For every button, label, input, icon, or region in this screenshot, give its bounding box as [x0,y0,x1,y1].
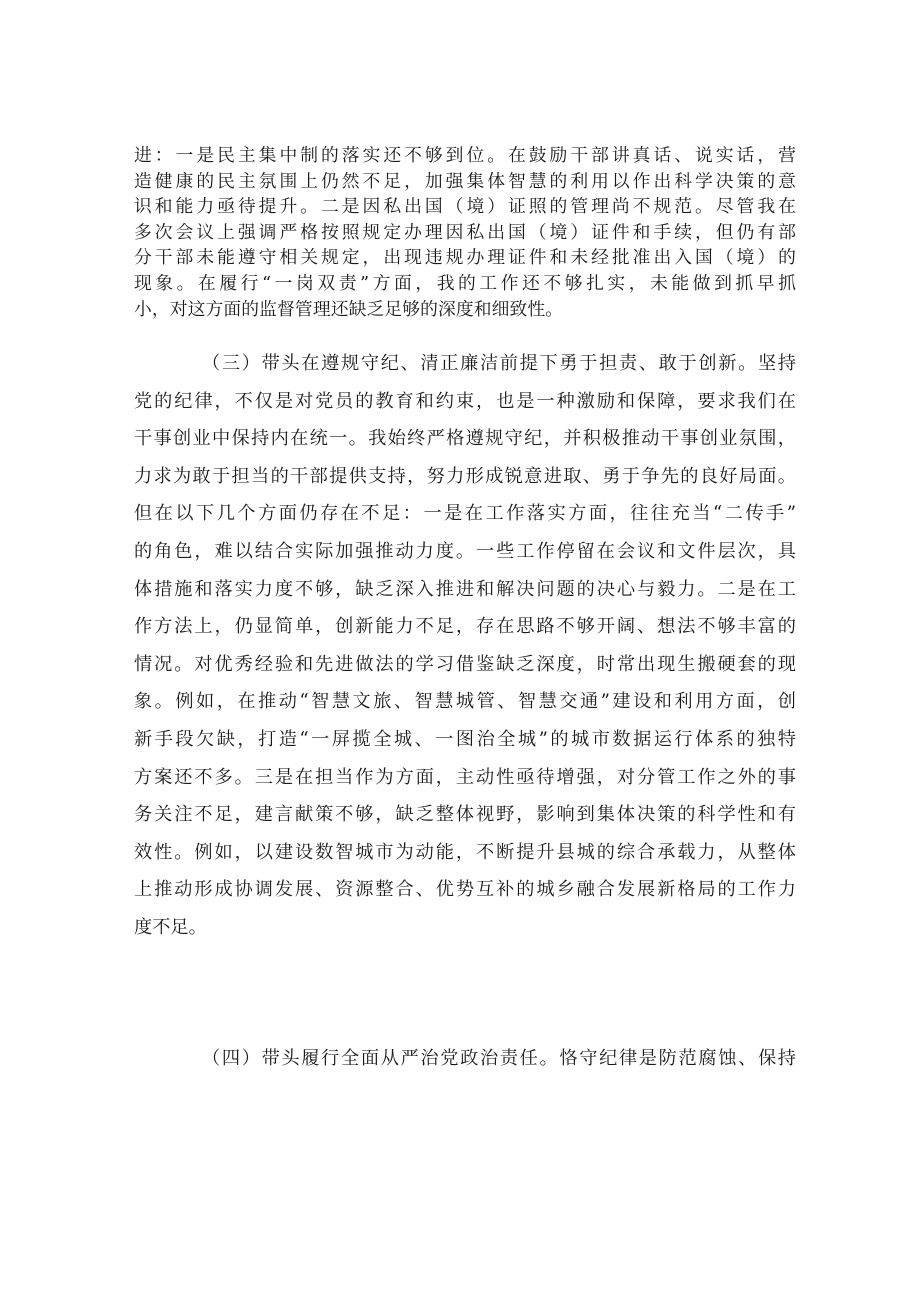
text-line: 度不足。 [134,916,207,938]
paragraph-1 [134,143,796,322]
text-line: 务关注不足，建言献策不够，缺乏整体视野，影响到集体决策的科学性和有 [134,804,796,826]
text-line: 力求为敢于担当的干部提供支持，努力形成锐意进取、勇于争先的良好局面。 [134,465,796,487]
text-line: 的角色，难以结合实际加强推动力度。一些工作停留在会议和文件层次，具 [134,540,796,562]
text-line: 效性。例如，以建设数智城市为动能，不断提升县城的综合承载力，从整体 [134,841,796,863]
paragraph-2 [134,345,796,947]
section-heading-line: （四）带头履行全面从严治党政治责任。恪守纪律是防范腐蚀、保持 [202,1048,796,1069]
text-line: 上推动形成协调发展、资源整合、优势互补的城乡融合发展新格局的工作力 [134,879,796,901]
text-line: 体措施和落实力度不够，缺乏深入推进和解决问题的决心与毅力。二是在工 [134,578,796,600]
text-line: 多次会议上强调严格按照规定办理因私出国（境）证件和手续，但仍有部 [134,221,796,243]
text-line: 小，对这方面的监督管理还缺乏足够的深度和细致性。 [134,298,564,320]
text-line: 象。例如，在推动“智慧文旅、智慧城管、智慧交通”建设和利用方面，创 [134,691,796,713]
text-line: 方案还不多。三是在担当作为方面，主动性亟待增强，对分管工作之外的事 [134,766,796,788]
text-line: 新手段欠缺，打造“一屏揽全城、一图治全城”的城市数据运行体系的独特 [134,728,796,750]
section-heading-line: （三）带头在遵规守纪、清正廉洁前提下勇于担责、敢于创新。坚持 [202,353,796,374]
text-line: 但在以下几个方面仍存在不足：一是在工作落实方面，往往充当“二传手” [134,503,796,525]
text-line: 识和能力亟待提升。二是因私出国（境）证照的管理尚不规范。尽管我在 [134,196,796,218]
text-line: 情况。对优秀经验和先进做法的学习借鉴缺乏深度，时常出现生搬硬套的现 [134,653,796,675]
text-line: 分干部未能遵守相关规定，出现违规办理证件和未经批准出入国（境）的 [134,247,796,269]
text-line: 进：一是民主集中制的落实还不够到位。在鼓励干部讲真话、说实话，营 [134,145,796,166]
text-line: 党的纪律，不仅是对党员的教育和约束，也是一种激励和保障，要求我们在 [134,390,796,412]
text-line: 现象。在履行“一岗双责”方面，我的工作还不够扎实，未能做到抓早抓 [134,272,796,294]
paragraph-3 [134,1040,796,1078]
text-line: 作方法上，仍显简单，创新能力不足，存在思路不够开阔、想法不够丰富的 [134,616,796,638]
text-line: 造健康的民主氛围上仍然不足，加强集体智慧的利用以作出科学决策的意 [134,170,796,192]
text-line: 干事创业中保持内在统一。我始终严格遵规守纪，并积极推动干事创业氛围， [134,428,796,450]
